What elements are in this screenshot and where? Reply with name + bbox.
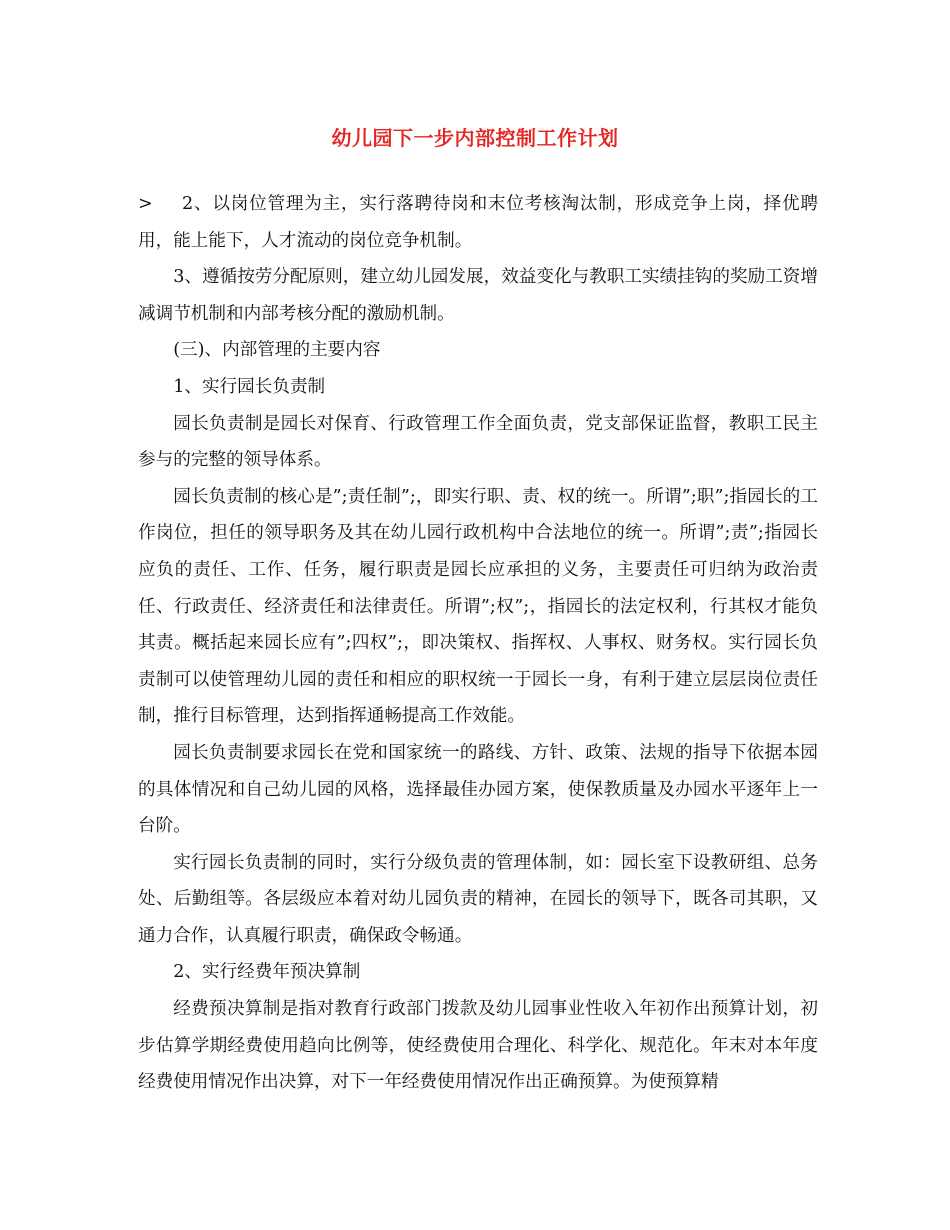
paragraph-text: 2、以岗位管理为主，实行落聘待岗和末位考核淘汰制，形成竞争上岗，择优聘用，能上能下，人才流动的岗位竞争机制。 — [138, 194, 818, 251]
paragraph-core-responsibility: 园长负责制的核心是”;责任制”;，即实行职、责、权的统一。所谓”;职”;指园长的工作岗位，担任的领导职务及其在幼儿园行政机构中合法地位的统一。所谓”;责”;指园长应负的责任、工作、任务，履行职责是园长应承担的义务，主要责任可归纳为政治责任、行政责任、经济责任和法律责任。所谓”;权”;，指园长的法定权利，行其权才能负其责。概括起来园长应有”;四权”;，即决策权、指挥权、人事权、财务权。实行园长负责制可以使管理幼儿园的责任和相应的职权统一于园长一身，有利于建立层层岗位责任制，推行目标管理，达到指挥通畅提高工作效能。 — [138, 486, 818, 727]
section-heading-internal-management: (三)、内部管理的主要内容 — [173, 340, 381, 361]
paragraph-item-2 — [138, 186, 818, 259]
paragraph-tiered-management: 实行园长负责制的同时，实行分级负责的管理体制，如：园长室下设教研组、总务处、后勤组等。各层级应本着对幼儿园负责的精神，在园长的领导下，既各司其职，又通力合作，认真履行职责，确保政令畅通。 — [138, 852, 818, 946]
document-title: 幼儿园下一步内部控制工作计划 — [331, 126, 619, 150]
paragraph-director-system: 园长负责制是园长对保育、行政管理工作全面负责，党支部保证监督，教职工民主参与的完整的领导体系。 — [138, 413, 818, 471]
paragraph-item-3: 3、遵循按劳分配原则，建立幼儿园发展，效益变化与教职工实绩挂钩的奖励工资增减调节机制和内部考核分配的激励机制。 — [138, 267, 818, 324]
paragraph-budget-system: 经费预决算制是指对教育行政部门拨款及幼儿园事业性收入年初作出预算计划，初步估算学期经费使用趋向比例等，使经费使用合理化、科学化、规范化。年末对本年度经费使用情况作出决算，对下一年经费使用情况作出正确预算。为使预算精 — [138, 999, 818, 1093]
subsection-heading-director-responsibility: 1、实行园长负责制 — [173, 376, 326, 397]
paragraph-director-requirements: 园长负责制要求园长在党和国家统一的路线、方针、政策、法规的指导下依据本园的具体情况和自己幼儿园的风格，选择最佳办园方案，使保教质量及办园水平逐年上一台阶。 — [138, 742, 818, 837]
subsection-heading-budget-system: 2、实行经费年预决算制 — [173, 962, 361, 983]
document-body — [138, 186, 818, 1101]
bullet-marker: > — [138, 194, 153, 214]
